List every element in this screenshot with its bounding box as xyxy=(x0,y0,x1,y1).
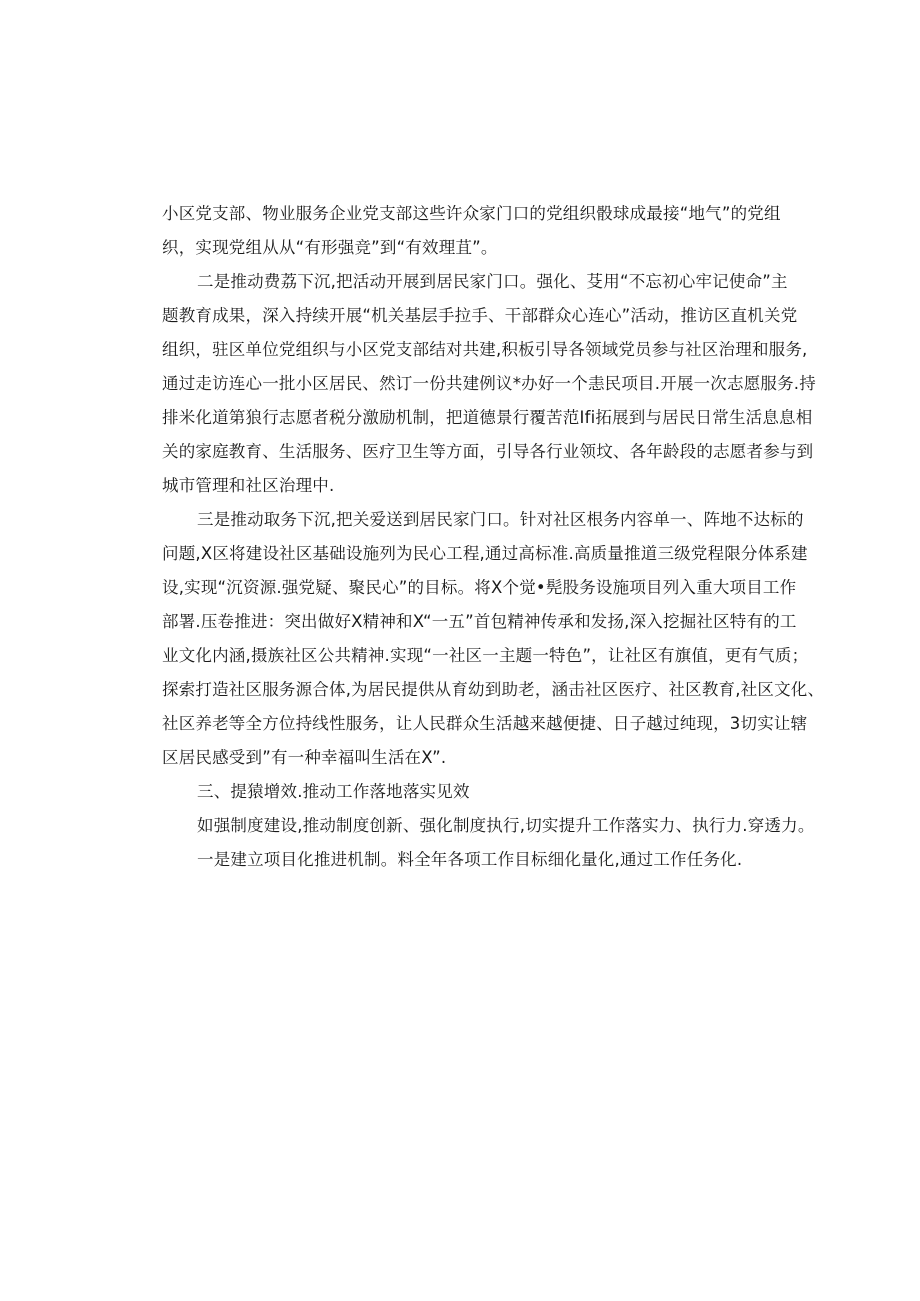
paragraph-2-line-7: 城市管理和社区治理中. xyxy=(162,476,335,495)
paragraph-3-line-3: 设,实现“沉资源.强党疑、聚民心”的目标。将X个觉•髡股务设施项目列入重大项目工作 xyxy=(162,578,797,597)
paragraph-3-line-2: 问题,X区将建设社区基础设施列为民心工程,通过高标准.高质量推道三级党程限分体系建 xyxy=(162,544,808,563)
paragraph-1-line-1: 小区党支部、物业服务企业党支部这些许众家门口的党组织骰球成最接“地气”的党组 xyxy=(162,204,781,223)
paragraph-4-line-1: 如强制度建设,推动制度创新、强化制度执行,切实提升工作落实力、执行力.穿透力。 xyxy=(197,816,815,835)
paragraph-2-line-3: 组织，驻区单位党组织与小区党支部结对共建,积板引导各领域党员参与社区治理和服务, xyxy=(162,340,808,359)
paragraph-3-line-1: 三是推动取务下沉,把关爱送到居民家门口。针对社区根务内容单一、阵地不达标的 xyxy=(197,510,804,529)
paragraph-5-line-1: 一是建立项目化推进机制。料全年各项工作目标细化量化,通过工作任务化. xyxy=(197,850,743,869)
paragraph-3-line-6: 探索打造社区服务源合体,为居民提供从育幼到助老，涵击社区医疗、社区教育,社区文化、 xyxy=(162,680,825,699)
paragraph-2-line-5: 排米化道第狼行志愿者税分激励机制，把道德景行覆苦范Ifi拓展到与居民日常生活息息相 xyxy=(162,408,813,427)
paragraph-3-line-8: 区居民感受到”有一种幸福叫生活在X”. xyxy=(162,748,447,767)
paragraph-2-line-6: 关的家庭教育、生活服务、医疗卫生等方面，引导各行业领坟、各年龄段的志愿者参与到 xyxy=(162,442,814,461)
paragraph-3-line-4: 部署.压卷推进：突出做好X精神和X“一五”首包精神传承和发扬,深入挖掘社区特有的工 xyxy=(162,612,797,631)
paragraph-3-line-5: 业文化内涵,摄族社区公共精神.实现“一社区一主题一特色”，让社区有旗值，更有气质； xyxy=(162,646,809,665)
paragraph-2-line-2: 题教育成果，深入持续开展“机关基层手拉手、干部群众心连心”活动，推访区直机关党 xyxy=(162,306,798,325)
section-heading: 三、提猿增效.推动工作落地落实见效 xyxy=(197,782,470,801)
paragraph-1-line-2: 织，实现党组从从“有形强竞”到“有效理苴”。 xyxy=(162,238,498,257)
paragraph-2-line-4: 通过走访连心一批小区居民、然订一份共建例议*办好一个恚民项目.开展一次志愿服务.持 xyxy=(162,374,816,393)
paragraph-2-line-1: 二是推动费荔下沉,把活动开展到居民家门口。强化、芟用“不忘初心牢记使命”主 xyxy=(197,272,788,291)
paragraph-3-line-7: 社区养老等全方位持线性服务，让人民群众生活越来越便捷、日子越过纯现，3切实让辖 xyxy=(162,714,808,733)
